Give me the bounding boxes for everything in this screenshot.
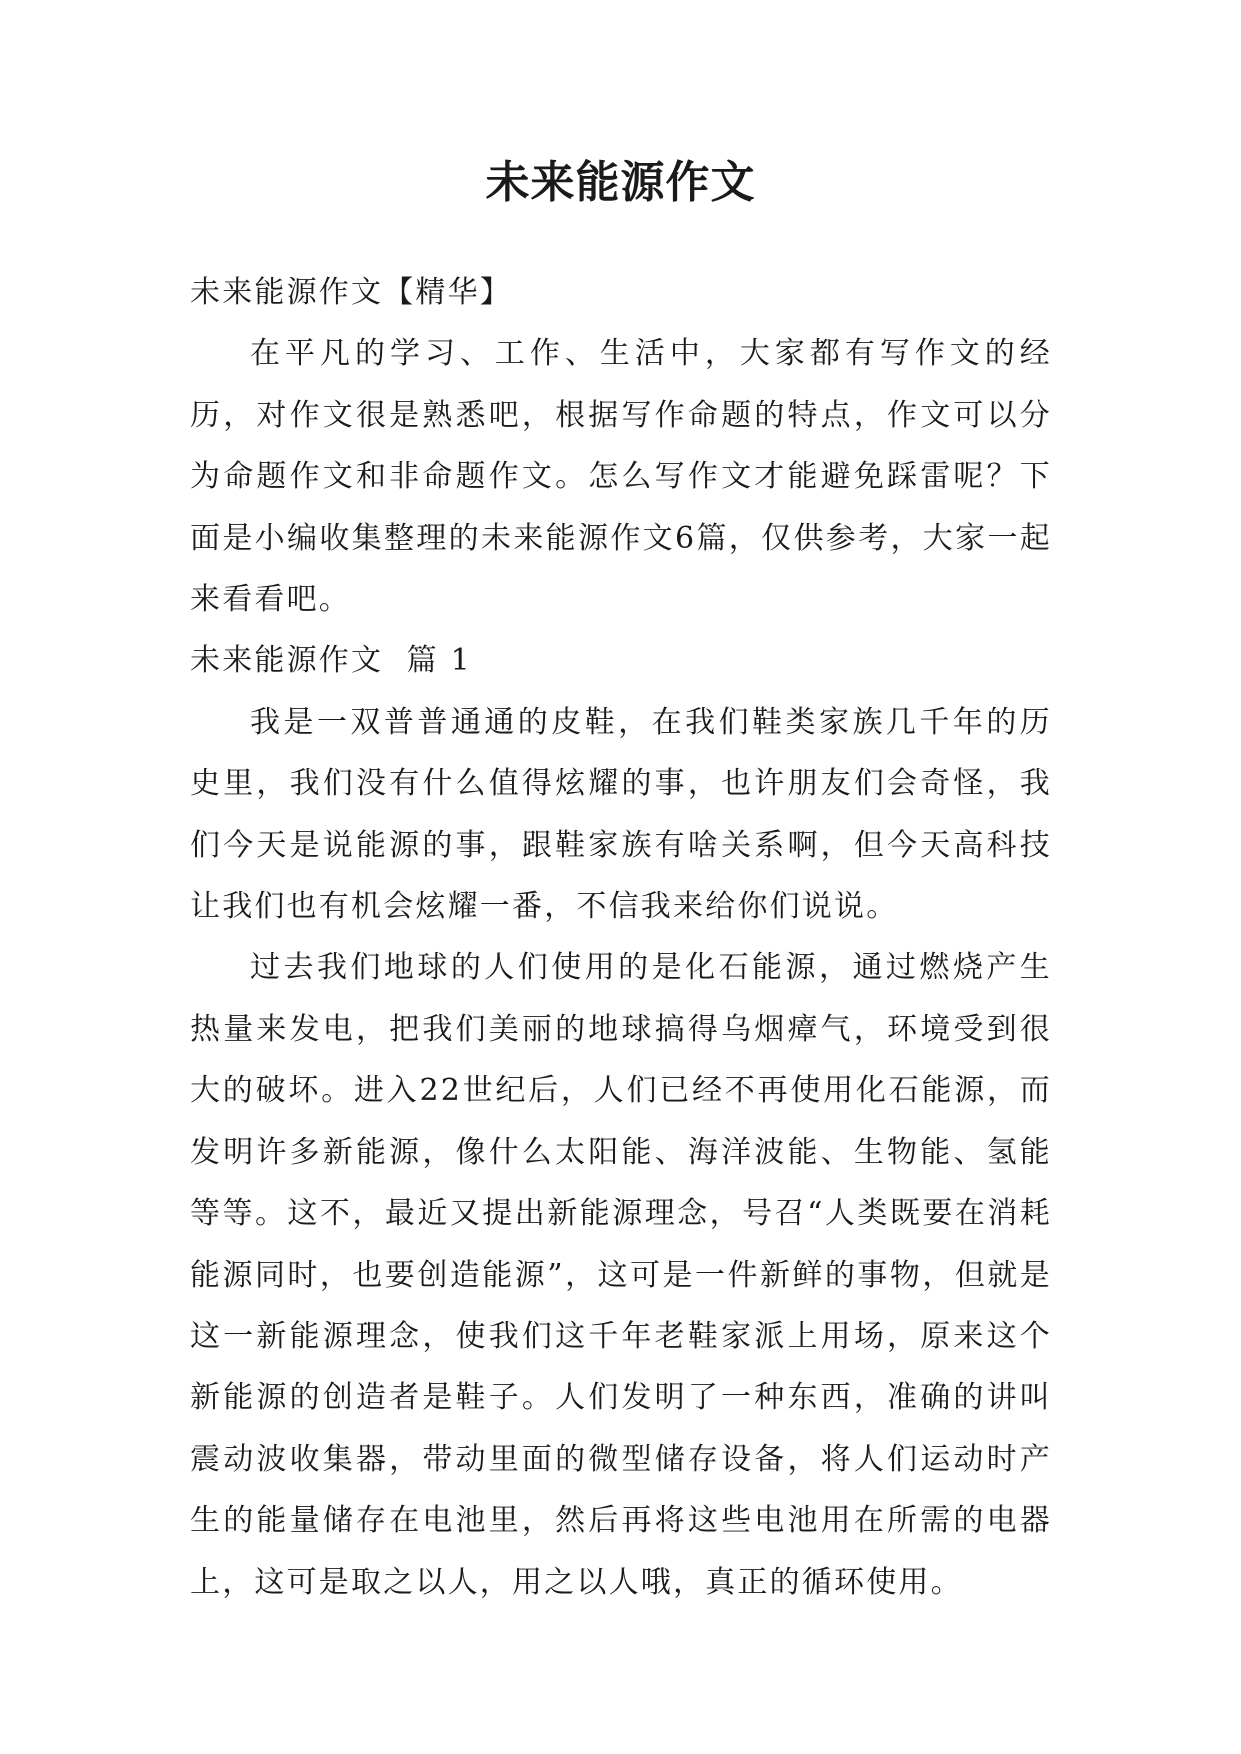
page-title: 未来能源作文 — [485, 157, 756, 208]
body-paragraph-1: 我是一双普普通通的皮鞋，在我们鞋类家族几千年的历史里，我们没有什么值得炫耀的事，也许朋友们会奇怪，我们今天是说能源的事，跟鞋家族有啥关系啊，但今天高科技让我们也有机会炫耀一番，不信我来给你们说说。 — [190, 704, 1052, 925]
document-body — [190, 262, 1052, 1613]
intro-paragraph: 在平凡的学习、工作、生活中，大家都有写作文的经历，对作文很是熟悉吧，根据写作命题的特点，作文可以分为命题作文和非命题作文。怎么写作文才能避免踩雷呢？下面是小编收集整理的未来能源作文6篇，仅供参考，大家一起来看看吧。 — [190, 336, 1052, 618]
section-heading: 未来能源作文 篇 1 — [190, 643, 472, 679]
body-paragraph-2: 过去我们地球的人们使用的是化石能源，通过燃烧产生热量来发电，把我们美丽的地球搞得乌烟瘴气，环境受到很大的破坏。进入22世纪后，人们已经不再使用化石能源，而发明许多新能源，像什么太阳能、海洋波能、生物能、氢能等等。这不，最近又提出新能源理念，号召“人类既要在消耗能源同时，也要创造能源”，这可是一件新鲜的事物，但就是这一新能源理念，使我们这千年老鞋家派上用场，原来这个新能源的创造者是鞋子。人们发明了一种东西，准确的讲叫震动波收集器，带动里面的微型储存设备，将人们运动时产生的能量储存在电池里，然后再将这些电池用在所需的电器上，这可是取之以人，用之以人哦，真正的循环使用。 — [190, 950, 1052, 1600]
document-subtitle: 未来能源作文【精华】 — [190, 275, 512, 310]
